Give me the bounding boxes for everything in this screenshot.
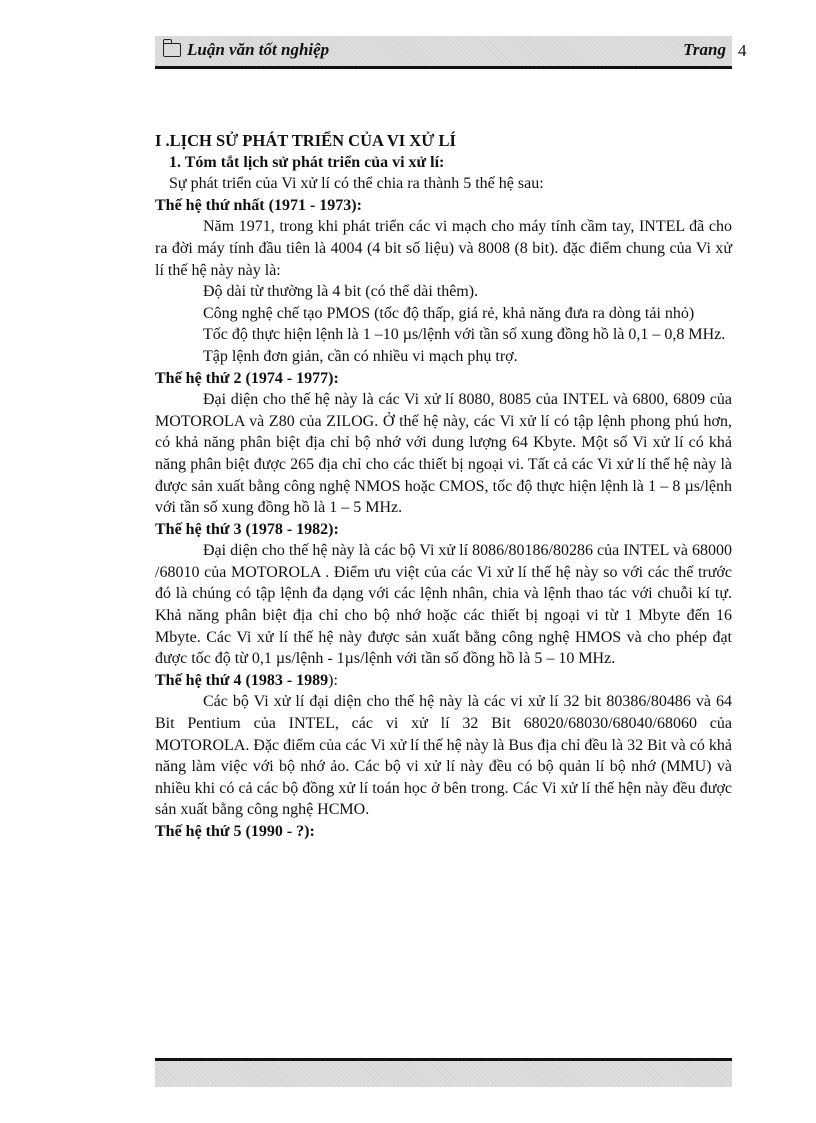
gen4-paragraph-1: Các bộ Vi xử lí đại diện cho thế hệ này là các vi xử lí 32 bit 80386/80486 và 64 Bit Pentium của INTEL, các vi xử lí 32 Bit 68020/68030/68040/68060 của MOTOROLA. Đặc điểm của các Vi xử lí thế hệ này là Bus địa chỉ đều là 32 Bit và có khả năng làm việc với bộ nhớ ảo. Các bộ vi xử lí này đều có bộ quản lí bộ nhớ (MMU) và nhiều khi có cả các bộ đồng xử lí toán học ở bên trong. Các Vi xử lí thế hện này đều được sản xuất bằng công nghệ HCMO.: [155, 693, 732, 819]
section-title: I .LỊCH SỬ PHÁT TRIỂN CỦA VI XỬ LÍ: [155, 131, 456, 150]
gen1-paragraph-2: Độ dài từ thường là 4 bit (có thể dài thêm).: [203, 283, 479, 301]
gen3-title: Thế hệ thứ 3 (1978 - 1982):: [155, 520, 339, 538]
header-left: [163, 40, 329, 60]
header-rule: [155, 66, 732, 69]
gen4-title: [155, 670, 732, 692]
gen3-paragraph-1: Đại diện cho thế hệ này là các bộ Vi xử lí 8086/80186/80286 của INTEL và 68000 /68010 của MOTOROLA . Điểm ưu việt của các Vi xử lí thế hệ này so với các thế trước đó là chúng có tập lệnh đa dạng với các lệnh nhân, chia và lệnh thao tác với chuỗi kí tự. Khả năng phân biệt địa chỉ cho bộ nhớ hoặc các thiết bị ngoại vi từ 1 Mbyte đến 16 Mbyte. Các Vi xử lí thế hệ này được sản xuất bằng công nghệ HMOS và cho phép đạt được tốc độ từ 0,1 µs/lệnh - 1µs/lệnh với tần số đồng hồ là 5 – 10 MHz.: [155, 542, 732, 668]
gen1-paragraph-5: Tập lệnh đơn giản, cần có nhiều vi mạch phụ trợ.: [203, 347, 518, 365]
subsection-title: 1. Tóm tắt lịch sử phát triển của vi xử lí:: [169, 153, 445, 171]
gen2-paragraph-1: Đại diện cho thế hệ này là các Vi xử lí 8080, 8085 của INTEL và 6800, 6809 của MOTOROLA và Z80 của ZILOG. Ở thế hệ này, các Vi xử lí có tập lệnh phong phú hơn, có khả năng phân biệt địa chỉ bộ nhớ với dung lượng 64 Kbyte. Một số Vi xử lí có khả năng phân biệt được 265 địa chỉ cho các thiết bị ngoại vi. Tất cả các Vi xử lí thế hệ này là được sản xuất bằng công nghệ NMOS hoặc CMOS, tốc độ thực hiện lệnh là 1 – 8 µs/lệnh với tần số xung đồng hồ là 1 – 5 MHz.: [155, 391, 732, 517]
header-title: Luận văn tốt nghiệp: [187, 40, 330, 59]
page-footer: [155, 1061, 732, 1087]
document-body: [155, 130, 732, 843]
gen2-title: Thế hệ thứ 2 (1974 - 1977):: [155, 369, 339, 387]
intro-paragraph: Sự phát triển của Vi xử lí có thể chia ra thành 5 thế hệ sau:: [169, 175, 544, 193]
gen4-title-bold: Thế hệ thứ 4 (1983 - 1989: [155, 671, 329, 689]
gen5-title: Thế hệ thứ 5 (1990 - ?):: [155, 823, 315, 840]
gen1-title: Thế hệ thứ nhất (1971 - 1973):: [155, 196, 362, 214]
gen1-paragraph-1: Năm 1971, trong khi phát triển các vi mạch cho máy tính cầm tay, INTEL đã cho ra đời máy tính đầu tiên là 4004 (4 bit số liệu) và 8008 (8 bit). đặc điểm chung của Vi xử lí thế hệ này này là:: [155, 218, 732, 279]
page-number: 4: [738, 41, 747, 60]
header-page-label: Trang: [683, 40, 726, 59]
gen1-paragraph-3: Công nghệ chế tạo PMOS (tốc độ thấp, giá rẻ, khả năng đưa ra dòng tải nhỏ): [203, 304, 695, 322]
folder-icon: [163, 43, 181, 57]
gen4-title-rest: ):: [328, 671, 338, 689]
gen1-paragraph-4: Tốc độ thực hiện lệnh là 1 –10 µs/lệnh với tần số xung đồng hồ là 0,1 – 0,8 MHz.: [203, 326, 726, 344]
page-header: [155, 36, 732, 66]
